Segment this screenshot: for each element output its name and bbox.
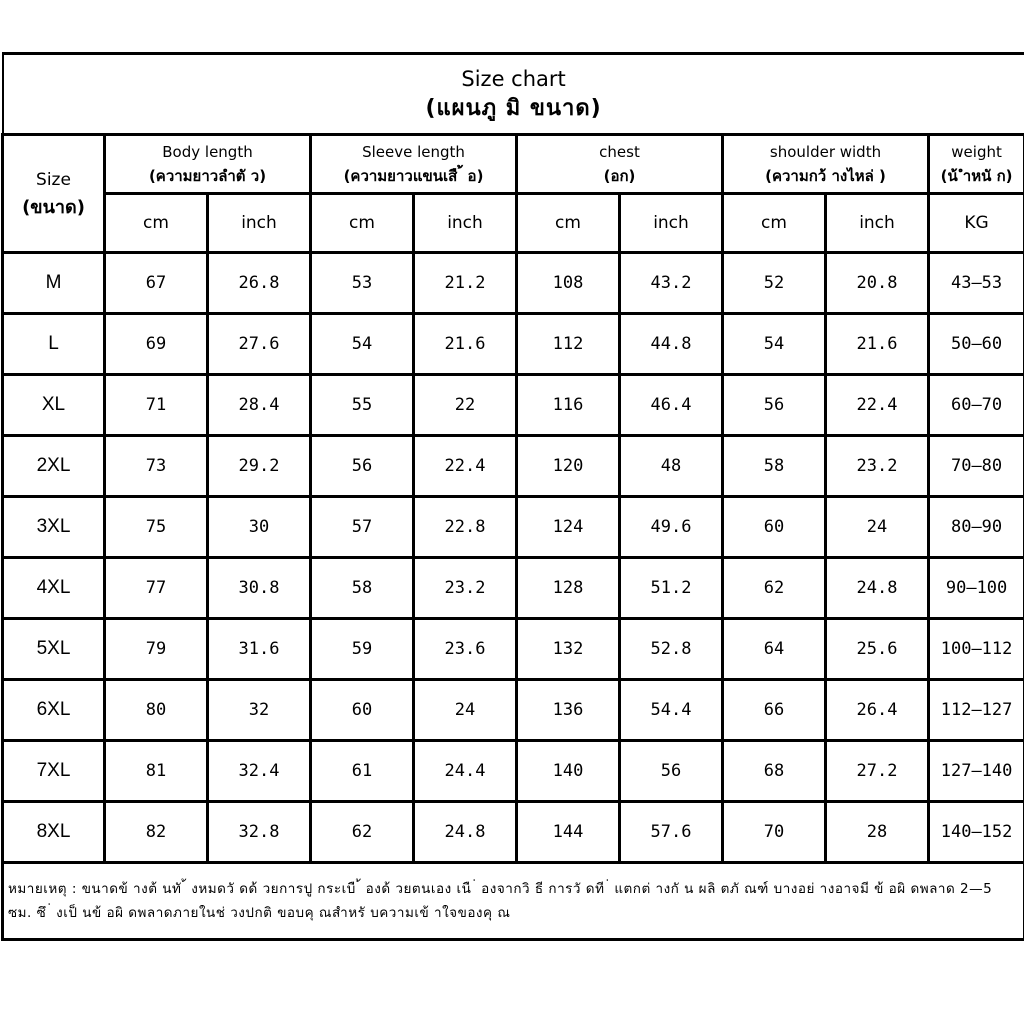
value-cell: 54 — [723, 314, 826, 375]
title-row — [3, 54, 1024, 135]
value-cell: 32.4 — [208, 741, 311, 802]
size-cell: 4XL — [3, 558, 105, 619]
value-cell: 21.6 — [414, 314, 517, 375]
table-row — [3, 558, 1024, 619]
value-cell: 27.6 — [208, 314, 311, 375]
size-table — [1, 52, 1024, 941]
value-cell: 80—90 — [929, 497, 1024, 558]
value-cell: 51.2 — [620, 558, 723, 619]
value-cell: 48 — [620, 436, 723, 497]
size-header-th: (ขนาด) — [22, 196, 85, 218]
value-cell: 32 — [208, 680, 311, 741]
size-cell: 3XL — [3, 497, 105, 558]
value-cell: 140 — [517, 741, 620, 802]
size-header-en: Size — [36, 169, 71, 190]
value-cell: 57 — [311, 497, 414, 558]
chart-title: Size chart — [461, 67, 566, 91]
table-row — [3, 253, 1024, 314]
value-cell: 64 — [723, 619, 826, 680]
shoulder-width-header-en: shoulder width — [769, 143, 882, 161]
table-row — [3, 497, 1024, 558]
value-cell: 55 — [311, 375, 414, 436]
chest-header-th: (อก) — [603, 167, 636, 185]
value-cell: 62 — [723, 558, 826, 619]
unit-cell: KG — [929, 194, 1024, 253]
value-cell: 68 — [723, 741, 826, 802]
value-cell: 53 — [311, 253, 414, 314]
value-cell: 32.8 — [208, 802, 311, 863]
sleeve-length-header-en: Sleeve length — [362, 143, 465, 161]
unit-cell: cm — [723, 194, 826, 253]
value-cell: 81 — [105, 741, 208, 802]
value-cell: 56 — [311, 436, 414, 497]
value-cell: 69 — [105, 314, 208, 375]
value-cell: 46.4 — [620, 375, 723, 436]
value-cell: 56 — [620, 741, 723, 802]
table-row — [3, 436, 1024, 497]
value-cell: 128 — [517, 558, 620, 619]
value-cell: 23.2 — [826, 436, 929, 497]
value-cell: 56 — [723, 375, 826, 436]
value-cell: 28 — [826, 802, 929, 863]
size-chart — [0, 52, 1024, 970]
value-cell: 127—140 — [929, 741, 1024, 802]
size-cell: M — [3, 253, 105, 314]
value-cell: 28.4 — [208, 375, 311, 436]
value-cell: 24 — [826, 497, 929, 558]
chest-header — [517, 135, 723, 194]
value-cell: 80 — [105, 680, 208, 741]
value-cell: 23.6 — [414, 619, 517, 680]
size-cell: 8XL — [3, 802, 105, 863]
value-cell: 90—100 — [929, 558, 1024, 619]
unit-row — [3, 194, 1024, 253]
value-cell: 71 — [105, 375, 208, 436]
value-cell: 73 — [105, 436, 208, 497]
size-cell: 2XL — [3, 436, 105, 497]
value-cell: 144 — [517, 802, 620, 863]
value-cell: 50—60 — [929, 314, 1024, 375]
value-cell: 43.2 — [620, 253, 723, 314]
value-cell: 30.8 — [208, 558, 311, 619]
value-cell: 108 — [517, 253, 620, 314]
value-cell: 22.4 — [414, 436, 517, 497]
shoulder-width-header — [723, 135, 929, 194]
unit-cell: inch — [620, 194, 723, 253]
value-cell: 140—152 — [929, 802, 1024, 863]
value-cell: 44.8 — [620, 314, 723, 375]
table-row — [3, 314, 1024, 375]
value-cell: 58 — [311, 558, 414, 619]
note-row — [3, 863, 1024, 940]
table-row — [3, 802, 1024, 863]
body-length-header-en: Body length — [162, 143, 253, 161]
value-cell: 60—70 — [929, 375, 1024, 436]
size-cell: 5XL — [3, 619, 105, 680]
value-cell: 21.6 — [826, 314, 929, 375]
value-cell: 58 — [723, 436, 826, 497]
weight-header — [929, 135, 1024, 194]
value-cell: 54.4 — [620, 680, 723, 741]
column-header-row — [3, 135, 1024, 194]
unit-cell: cm — [105, 194, 208, 253]
title-cell — [3, 54, 1024, 135]
value-cell: 124 — [517, 497, 620, 558]
chart-subtitle: (แผนภู มิ ขนาด) — [425, 96, 602, 121]
value-cell: 112—127 — [929, 680, 1024, 741]
value-cell: 52 — [723, 253, 826, 314]
value-cell: 43—53 — [929, 253, 1024, 314]
value-cell: 82 — [105, 802, 208, 863]
value-cell: 61 — [311, 741, 414, 802]
unit-cell: inch — [826, 194, 929, 253]
value-cell: 22.4 — [826, 375, 929, 436]
value-cell: 59 — [311, 619, 414, 680]
sleeve-length-header — [311, 135, 517, 194]
value-cell: 52.8 — [620, 619, 723, 680]
shoulder-width-header-th: (ความกว้ างไหล่ ) — [765, 167, 886, 185]
value-cell: 75 — [105, 497, 208, 558]
value-cell: 23.2 — [414, 558, 517, 619]
size-cell: 6XL — [3, 680, 105, 741]
size-cell: 7XL — [3, 741, 105, 802]
value-cell: 25.6 — [826, 619, 929, 680]
value-cell: 30 — [208, 497, 311, 558]
value-cell: 54 — [311, 314, 414, 375]
value-cell: 49.6 — [620, 497, 723, 558]
value-cell: 57.6 — [620, 802, 723, 863]
table-row — [3, 619, 1024, 680]
value-cell: 24.8 — [826, 558, 929, 619]
value-cell: 26.4 — [826, 680, 929, 741]
unit-cell: inch — [208, 194, 311, 253]
table-body — [3, 253, 1024, 863]
sleeve-length-header-th: (ความยาวแขนเสื ้ อ) — [343, 167, 484, 185]
weight-header-en: weight — [951, 143, 1002, 161]
table-row — [3, 741, 1024, 802]
body-length-header — [105, 135, 311, 194]
value-cell: 116 — [517, 375, 620, 436]
note-text: หมายเหตุ : ขนาดข้ างต้ นทั ้ งหมดวั ดด้ วยการปู กระเบื ้ องด้ วยตนเอง เนื ่ องจากวิ ธี การวั ดที ่ แตกต่ างกั น ผลิ ตภั ณฑ์ บางอย่ างอาจมี ข้ อผิ ดพลาด 2—5 ซม. ซึ ่ งเป็ นข้ อผิ ดพลาดภายในช่ วงปกติ ขอบคุ ณสำหรั บความเข้ าใจของคุ ณ — [3, 863, 1024, 940]
unit-cell: cm — [311, 194, 414, 253]
value-cell: 60 — [311, 680, 414, 741]
value-cell: 132 — [517, 619, 620, 680]
value-cell: 79 — [105, 619, 208, 680]
size-cell: L — [3, 314, 105, 375]
value-cell: 62 — [311, 802, 414, 863]
value-cell: 70 — [723, 802, 826, 863]
unit-cell: cm — [517, 194, 620, 253]
value-cell: 22.8 — [414, 497, 517, 558]
value-cell: 136 — [517, 680, 620, 741]
value-cell: 21.2 — [414, 253, 517, 314]
value-cell: 24.4 — [414, 741, 517, 802]
value-cell: 66 — [723, 680, 826, 741]
value-cell: 29.2 — [208, 436, 311, 497]
value-cell: 100—112 — [929, 619, 1024, 680]
value-cell: 31.6 — [208, 619, 311, 680]
value-cell: 60 — [723, 497, 826, 558]
value-cell: 112 — [517, 314, 620, 375]
size-cell: XL — [3, 375, 105, 436]
table-row — [3, 680, 1024, 741]
value-cell: 24 — [414, 680, 517, 741]
table-row — [3, 375, 1024, 436]
value-cell: 20.8 — [826, 253, 929, 314]
value-cell: 70—80 — [929, 436, 1024, 497]
weight-header-th: (น้ ำหนั ก) — [940, 167, 1013, 185]
body-length-header-th: (ความยาวลำตั ว) — [148, 167, 267, 185]
value-cell: 27.2 — [826, 741, 929, 802]
value-cell: 22 — [414, 375, 517, 436]
unit-cell: inch — [414, 194, 517, 253]
value-cell: 120 — [517, 436, 620, 497]
value-cell: 77 — [105, 558, 208, 619]
chest-header-en: chest — [599, 143, 640, 161]
value-cell: 26.8 — [208, 253, 311, 314]
value-cell: 67 — [105, 253, 208, 314]
value-cell: 24.8 — [414, 802, 517, 863]
size-column-header — [3, 135, 105, 253]
